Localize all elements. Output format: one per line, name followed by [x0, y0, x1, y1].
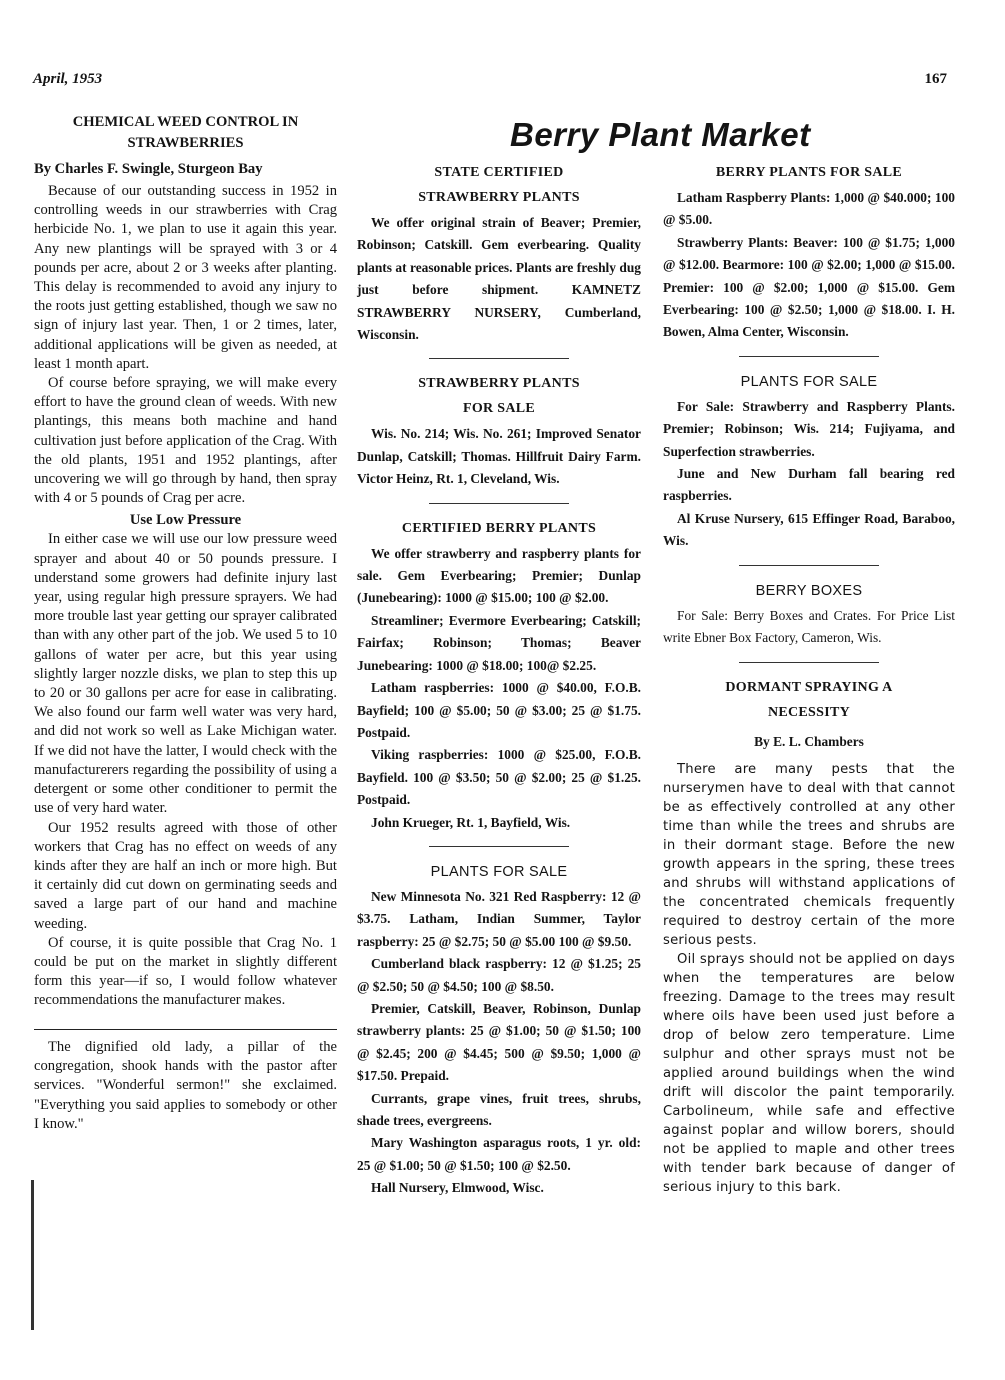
issue-date: April, 1953	[33, 71, 103, 87]
article-paragraph: Oil sprays should not be applied on days when the temperatures are below freezing. Damage to the trees may result where oils have been used just before a drop of below zero temperature. Lime sulphur and other sprays must not be applied around buildings when the wind drift will discolor the paint temporarily. Carbolineum, while safe and effective against poplar and willow borers, should not be applied to maple and other trees with tender bark because of danger of serious injury to this bark.	[663, 951, 955, 1195]
article-paragraph: Of course, it is quite possible that Crag No. 1 could be put on the market in slightly different form this year—if so, I would follow whatever recommendations the manufacturer makes.	[34, 934, 337, 1009]
ad-text: We offer original strain of Beaver; Premier, Robinson; Catskill. Gem everbearing. Quality plants at reasonable prices. Plants are freshly dug just before shipment. KAMNETZ STRAWBERRY NURSERY, Cumberland, Wisconsin.	[357, 215, 641, 343]
ad-text: Al Kruse Nursery, 615 Effinger Road, Baraboo, Wis.	[663, 510, 955, 549]
ad-text: Latham Raspberry Plants: 1,000 @ $40.000; 100 @ $5.00.	[663, 190, 955, 228]
article-paragraph: Our 1952 results agreed with those of other workers that Crag has no effect on weeds of any kinds after they are half an inch or more high. But it certainly did cut down on germinating seeds and saved a large part of our hand and machine weeding.	[34, 819, 337, 932]
article-byline: By Charles F. Swingle, Sturgeon Bay	[34, 161, 263, 177]
ad-text: Mary Washington asparagus roots, 1 yr. old: 25 @ $1.00; 50 @ $1.50; 100 @ $2.50.	[357, 1135, 641, 1173]
ad-text: John Krueger, Rt. 1, Bayfield, Wis.	[371, 814, 571, 830]
ad-text: June and New Durham fall bearing red raspberries.	[663, 466, 955, 504]
column-left	[34, 112, 337, 1135]
page-number: 167	[924, 71, 947, 87]
article-title-line1: CHEMICAL WEED CONTROL IN	[72, 114, 299, 130]
ad-text: New Minnesota No. 321 Red Raspberry: 12 @ $3.75. Latham, Indian Summer, Taylor raspberry: 25 @ $2.75; 50 @ $5.00 100 @ $9.50.	[357, 888, 641, 949]
ad-berry-boxes	[663, 580, 955, 650]
article-paragraph: Because of our outstanding success in 1952 in controlling weeds in our strawberries with Crag herbicide No. 1, we plan to use it again this year. Any new plantings will be sprayed with 3 or 4 pounds per acre, about 2 or 3 weeks after planting. This delay is recommended to avoid any injury to the roots just getting established, though we saw no sign of injury last year. Then, 1 or 2 times, later, additional applications will be given as needed, at least 1 month apart.	[34, 183, 337, 372]
ad-text: Latham raspberries: 1000 @ $40.00, F.O.B. Bayfield; 100 @ $5.00; 50 @ $3.00; 25 @ $1.75. Postpaid.	[357, 680, 641, 740]
page-edge-mark	[31, 1180, 34, 1330]
article-byline: By E. L. Chambers	[754, 733, 864, 749]
article-title-line1: DORMANT SPRAYING A	[725, 679, 893, 695]
article-paragraph: In either case we will use our low pressure weed sprayer and about 40 or 50 pounds pressure. I understand some growers had definite injury last year, using regular high pressure sprayers. We had more trouble last year getting our sprayer calibrated than with any other part of the job. We used 5 to 10 gallons of water per acre, but this year using slightly larger nozzle disks, we plan to step this up to 20 or 30 gallons per acre for ease in calibrating. We also found our farm well water was very hard, and did not work so well as Lake Michigan water. If we did not have the latter, I would check with the manufacturerers regarding the possibility of using a detergent or some other conditioner to permit the use of very hard water.	[34, 531, 337, 817]
article-paragraph: There are many pests that the nurserymen have to deal with that cannot be as effectively controlled at any other time than while the trees and shrubs are in their dormant stage. Before the new growth appears in the spring, these trees and shrubs will withstand applications of the concentrated chemicals frequently required to destroy certain of the more serious pests.	[663, 761, 955, 948]
ad-text: Viking raspberries: 1000 @ $25.00, F.O.B. Bayfield. 100 @ $3.50; 50 @ $2.00; 25 @ $1.25. Postpaid.	[357, 747, 641, 808]
ad-heading: BERRY PLANTS FOR SALE	[715, 165, 903, 180]
ad-text: Strawberry Plants: Beaver: 100 @ $1.75; 1,000 @ $12.00. Bearmore: 100 @ $2.00; 1,000 @ $15.00. Premier: 100 @ $2.00; 1,000 @ $15.00. Gem Everbearing: 100 @ $2.50; 1,000 @ $18.00. I. H. Bowen, Alma Center, Wisconsin.	[663, 234, 955, 340]
ad-certified-berry-plants	[357, 518, 641, 834]
filler-anecdote	[34, 1038, 337, 1135]
ad-plants-for-sale-kruse	[663, 371, 955, 553]
divider-rule	[34, 1029, 337, 1030]
article-title-line2: NECESSITY	[767, 704, 851, 720]
ad-heading: STRAWBERRY PLANTS	[418, 376, 580, 392]
ad-heading: STATE CERTIFIED	[434, 165, 564, 180]
ad-heading: STRAWBERRY PLANTS	[418, 190, 580, 205]
ad-text: Premier, Catskill, Beaver, Robinson, Dunlap strawberry plants: 25 @ $1.00; 50 @ $1.50; 100 @ $2.45; 200 @ $4.45; 500 @ $9.50; 1,000 @ $17.50. Prepaid.	[357, 1000, 641, 1084]
divider-rule	[429, 358, 569, 359]
ad-text: Hall Nursery, Elmwood, Wisc.	[371, 1180, 544, 1196]
ad-heading: PLANTS FOR SALE	[740, 373, 878, 390]
column-right	[663, 162, 955, 1197]
divider-rule	[429, 503, 569, 504]
ad-heading: BERRY BOXES	[755, 582, 863, 599]
anecdote-text: The dignified old lady, a pillar of the congregation, shook hands with the pastor after services. "Wonderful sermon!" she exclaimed. "Everything you said applies to somebody or other I know."	[34, 1038, 337, 1133]
ad-berry-plants-for-sale	[663, 162, 955, 344]
divider-rule	[739, 565, 879, 566]
ad-heading: FOR SALE	[462, 401, 536, 417]
ad-text: For Sale: Strawberry and Raspberry Plants. Premier; Robinson; Wis. 214; Fujiyama, and Superfection strawberries.	[663, 398, 955, 459]
ad-strawberry-plants	[357, 373, 641, 490]
ad-heading: PLANTS FOR SALE	[430, 863, 568, 880]
ad-text: Currants, grape vines, fruit trees, shrubs, shade trees, evergreens.	[357, 1090, 641, 1128]
ad-state-certified	[357, 162, 641, 346]
section-masthead: Berry Plant Market	[510, 116, 811, 153]
divider-rule	[429, 846, 569, 847]
ad-text: Wis. No. 214; Wis. No. 261; Improved Senator Dunlap, Catskill; Thomas. Hillfruit Dairy Farm. Victor Heinz, Rt. 1, Cleveland, Wis.	[357, 426, 641, 487]
article-title-line2: STRAWBERRIES	[127, 135, 244, 151]
divider-rule	[739, 356, 879, 357]
ad-text: We offer strawberry and raspberry plants for sale. Gem Everbearing; Premier; Dunlap (Junebearing): 1000 @ $15.00; 100 @ $2.00.	[357, 545, 641, 606]
article-paragraph: Of course before spraying, we will make every effort to have the ground clean of weeds. With new plantings, this means both machine and hand cultivation just before application of the Crag. With the old plants, 1951 and 1952 plantings, after uncovering we will go through by hand, then spray with 4 or 5 pounds of Crag per acre.	[34, 375, 337, 507]
ad-text: Streamliner; Evermore Everbearing; Catskill; Fairfax; Robinson; Thomas; Beaver Junebearing: 1000 @ $18.00; 100@ $2.25.	[357, 612, 641, 673]
divider-rule	[739, 662, 879, 663]
ad-text: Cumberland black raspberry: 12 @ $1.25; 25 @ $2.50; 50 @ $4.50; 100 @ $8.50.	[357, 956, 641, 994]
ad-text: For Sale: Berry Boxes and Crates. For Price List write Ebner Box Factory, Cameron, Wis.	[663, 607, 955, 646]
ad-plants-for-sale	[357, 861, 641, 1200]
article-subheading: Use Low Pressure	[129, 512, 242, 529]
article-dormant-spraying	[663, 677, 955, 1197]
column-middle	[357, 162, 641, 1200]
ad-heading: CERTIFIED BERRY PLANTS	[401, 520, 597, 536]
